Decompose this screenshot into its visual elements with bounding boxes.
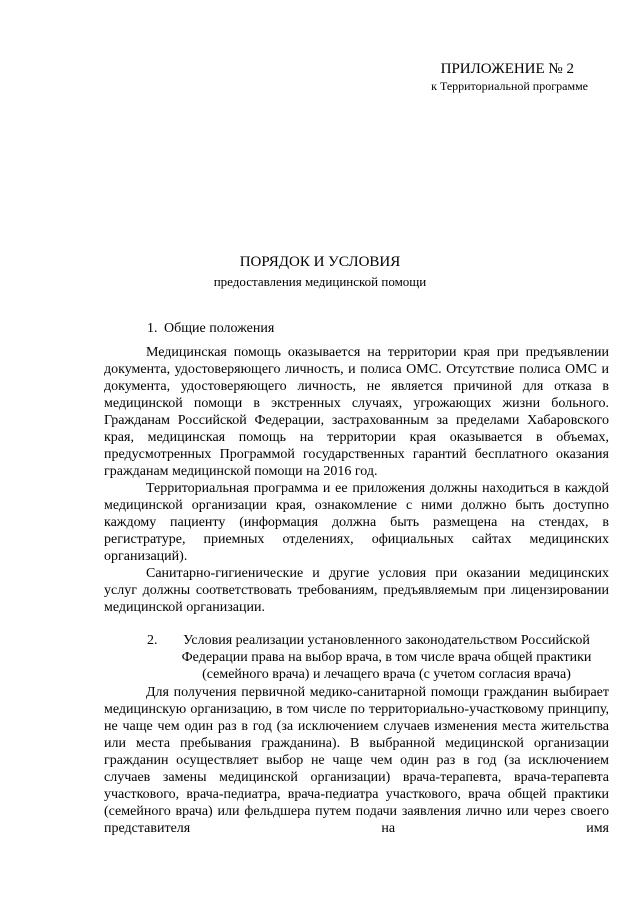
appendix-header: [431, 60, 588, 93]
section-2-body: [104, 684, 609, 837]
document-subtitle: предоставления медицинской помощи: [213, 274, 427, 289]
section-2-number: 2.: [147, 633, 158, 648]
paragraph: Территориальная программа и ее приложения должны находиться в каждой медицинской организации края, ознакомление с ними должно быть доступно каждому пациенту (информация должна быть размещена на стендах, в регистратуре, приемных отделениях, официальных сайтах медицинских организаций).: [104, 481, 609, 564]
section-1-heading-text: Общие положения: [164, 321, 275, 336]
document-title: ПОРЯДОК И УСЛОВИЯ: [239, 254, 401, 270]
paragraph: Для получения первичной медико-санитарной помощи гражданин выбирает медицинскую организацию, в том числе по территориально-участковому принципу, не чаще чем один раз в год (за исключением случаев изменения места жительства или места пребывания гражданина). В выбранной медицинской организации гражданин осуществляет выбор не чаще чем один раз в год (за исключением случаев замены медицинской организации) врача-терапевта, врача-терапевта участкового, врача-педиатра, врача-педиатра участкового, врача общей практики (семейного врача) или фельдшера путем подачи заявления лично или через своего представителя на имя: [104, 685, 609, 836]
section-2-heading-text: Условия реализации установленного законодательством Российской Федерации права на выбор врача, в том числе врача общей практики (семейного врача) и лечащего врача (с учетом согласия врача): [181, 633, 592, 682]
section-1-number: 1.: [147, 321, 158, 336]
section-2-heading: [147, 632, 609, 683]
paragraph: Медицинская помощь оказывается на территории края при предъявлении документа, удостоверяющего личность, и полиса ОМС. Отсутствие полиса ОМС и документа, удостоверяющего личность, не является причиной для отказа в медицинской помощи в экстренных случаях, угрожающих жизни больного. Гражданам Российской Федерации, застрахованным за пределами Хабаровского края, медицинская помощь на территории края оказывается в объемах, предусмотренных Программой государственных гарантий бесплатного оказания гражданам медицинской помощи на 2016 год.: [104, 345, 609, 479]
section-1-body: [104, 344, 609, 616]
appendix-title: ПРИЛОЖЕНИЕ № 2: [440, 61, 574, 77]
appendix-subtitle: к Территориальной программе: [431, 79, 588, 93]
paragraph: Санитарно-гигиенические и другие условия при оказании медицинских услуг должны соответствовать требованиям, предъявляемым при лицензировании медицинской организации.: [104, 566, 609, 615]
section-1-heading: [147, 320, 274, 337]
